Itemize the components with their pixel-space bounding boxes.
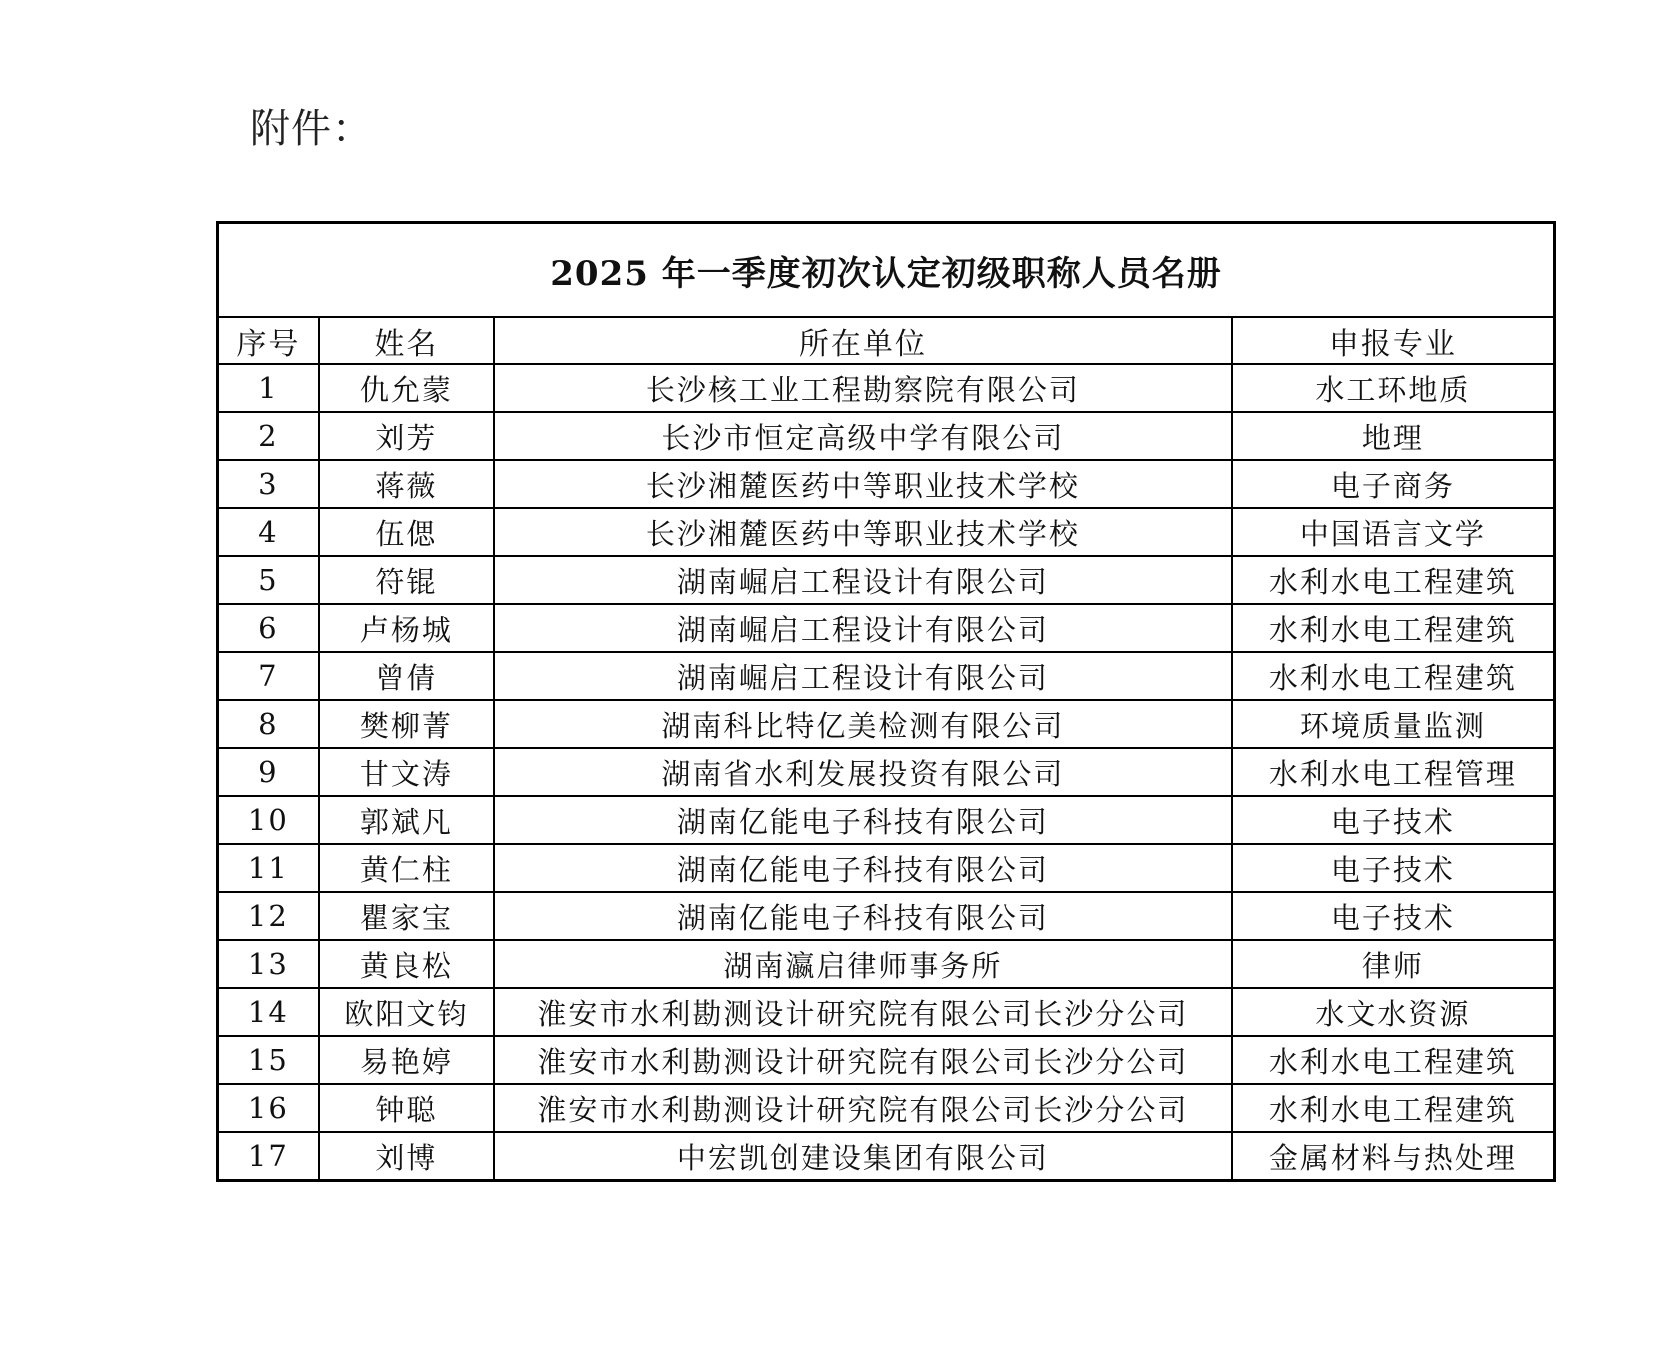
cell-major: 律师 [1232,940,1555,988]
title-row [218,223,1555,318]
cell-major: 金属材料与热处理 [1232,1132,1555,1181]
cell-unit: 长沙核工业工程勘察院有限公司 [494,364,1232,412]
cell-major: 中国语言文学 [1232,508,1555,556]
cell-name: 黄仁柱 [319,844,494,892]
cell-major: 电子商务 [1232,460,1555,508]
cell-name: 伍偲 [319,508,494,556]
cell-name: 蒋薇 [319,460,494,508]
header-row [218,317,1555,364]
cell-name: 欧阳文钧 [319,988,494,1036]
cell-no: 13 [218,940,319,988]
roster-body [218,223,1555,1181]
cell-name: 符锟 [319,556,494,604]
cell-name: 钟聪 [319,1084,494,1132]
cell-name: 刘博 [319,1132,494,1181]
cell-major: 水利水电工程建筑 [1232,1084,1555,1132]
cell-major: 电子技术 [1232,892,1555,940]
cell-unit: 中宏凯创建设集团有限公司 [494,1132,1232,1181]
cell-no: 8 [218,700,319,748]
cell-no: 10 [218,796,319,844]
table-row [218,508,1555,556]
cell-no: 3 [218,460,319,508]
cell-no: 12 [218,892,319,940]
table-row [218,1132,1555,1181]
table-row [218,412,1555,460]
cell-no: 2 [218,412,319,460]
cell-unit: 长沙湘麓医药中等职业技术学校 [494,508,1232,556]
cell-major: 水工环地质 [1232,364,1555,412]
header-name: 姓名 [319,317,494,364]
cell-unit: 湖南亿能电子科技有限公司 [494,796,1232,844]
table-row [218,364,1555,412]
cell-no: 9 [218,748,319,796]
cell-no: 14 [218,988,319,1036]
table-row [218,892,1555,940]
cell-unit: 湖南科比特亿美检测有限公司 [494,700,1232,748]
cell-unit: 淮安市水利勘测设计研究院有限公司长沙分公司 [494,988,1232,1036]
cell-name: 樊柳菁 [319,700,494,748]
table-row [218,748,1555,796]
cell-major: 水文水资源 [1232,988,1555,1036]
table-row [218,700,1555,748]
cell-unit: 湖南崛启工程设计有限公司 [494,604,1232,652]
header-unit: 所在单位 [494,317,1232,364]
cell-name: 郭斌凡 [319,796,494,844]
cell-no: 11 [218,844,319,892]
cell-unit: 长沙市恒定高级中学有限公司 [494,412,1232,460]
cell-unit: 湖南崛启工程设计有限公司 [494,556,1232,604]
cell-major: 电子技术 [1232,844,1555,892]
cell-no: 7 [218,652,319,700]
cell-major: 电子技术 [1232,796,1555,844]
cell-unit: 湖南崛启工程设计有限公司 [494,652,1232,700]
table-row [218,652,1555,700]
cell-no: 1 [218,364,319,412]
cell-no: 5 [218,556,319,604]
table-row [218,460,1555,508]
table-title: 2025 年一季度初次认定初级职称人员名册 [218,223,1555,318]
cell-no: 4 [218,508,319,556]
header-major: 申报专业 [1232,317,1555,364]
cell-name: 仇允蒙 [319,364,494,412]
cell-no: 15 [218,1036,319,1084]
cell-unit: 淮安市水利勘测设计研究院有限公司长沙分公司 [494,1084,1232,1132]
cell-major: 环境质量监测 [1232,700,1555,748]
cell-name: 甘文涛 [319,748,494,796]
header-no: 序号 [218,317,319,364]
cell-major: 水利水电工程建筑 [1232,1036,1555,1084]
table-row [218,940,1555,988]
cell-no: 16 [218,1084,319,1132]
cell-name: 瞿家宝 [319,892,494,940]
cell-no: 17 [218,1132,319,1181]
cell-no: 6 [218,604,319,652]
roster-table [216,221,1556,1182]
cell-unit: 淮安市水利勘测设计研究院有限公司长沙分公司 [494,1036,1232,1084]
table-row [218,604,1555,652]
table-row [218,556,1555,604]
cell-major: 水利水电工程建筑 [1232,652,1555,700]
cell-major: 水利水电工程建筑 [1232,604,1555,652]
table-row [218,796,1555,844]
cell-major: 水利水电工程管理 [1232,748,1555,796]
cell-unit: 湖南亿能电子科技有限公司 [494,892,1232,940]
cell-unit: 湖南瀛启律师事务所 [494,940,1232,988]
table-row [218,1084,1555,1132]
table-row [218,988,1555,1036]
table-row [218,1036,1555,1084]
cell-major: 水利水电工程建筑 [1232,556,1555,604]
attachment-label: 附件： [250,106,373,152]
cell-name: 刘芳 [319,412,494,460]
cell-unit: 湖南省水利发展投资有限公司 [494,748,1232,796]
cell-name: 曾倩 [319,652,494,700]
cell-name: 黄良松 [319,940,494,988]
cell-name: 卢杨城 [319,604,494,652]
table-row [218,844,1555,892]
cell-unit: 长沙湘麓医药中等职业技术学校 [494,460,1232,508]
cell-unit: 湖南亿能电子科技有限公司 [494,844,1232,892]
cell-name: 易艳婷 [319,1036,494,1084]
cell-major: 地理 [1232,412,1555,460]
